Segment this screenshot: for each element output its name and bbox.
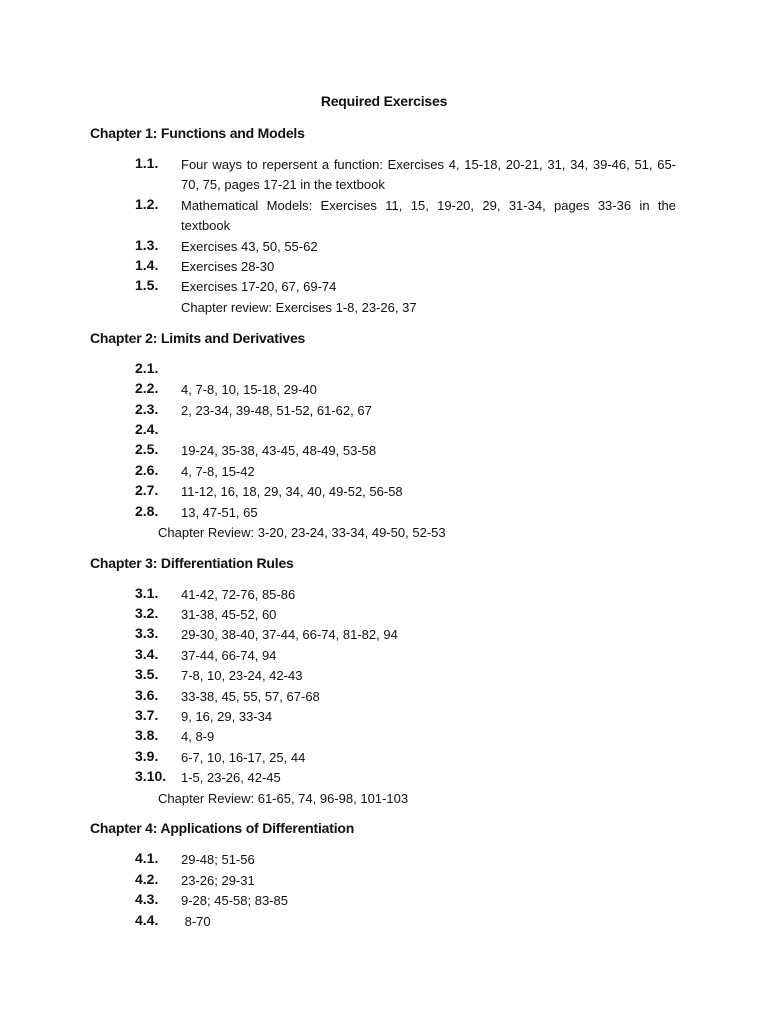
section-text: Exercises 17-20, 67, 69-74 xyxy=(181,279,337,294)
section-text: 41-42, 72-76, 85-86 xyxy=(181,587,296,602)
section-text: 11-12, 16, 18, 29, 34, 40, 49-52, 56-58 xyxy=(181,484,403,499)
section-text: 19-24, 35-38, 43-45, 48-49, 53-58 xyxy=(181,443,377,458)
section-text: 6-7, 10, 16-17, 25, 44 xyxy=(181,750,306,765)
section-number: 3.4. xyxy=(135,646,159,662)
section-text: 1-5, 23-26, 42-45 xyxy=(181,770,281,785)
section-text: 8-70 xyxy=(181,914,211,929)
section-number: 1.3. xyxy=(135,237,159,253)
section-number: 3.9. xyxy=(135,748,159,764)
chapter-1-review: Chapter review: Exercises 1-8, 23-26, 37 xyxy=(181,300,417,315)
section-text: 37-44, 66-74, 94 xyxy=(181,648,277,663)
section-number: 4.3. xyxy=(135,891,159,907)
section-number: 3.1. xyxy=(135,585,159,601)
chapter-1-heading: Chapter 1: Functions and Models xyxy=(90,125,305,141)
section-number: 2.7. xyxy=(135,482,159,498)
section-text: 33-38, 45, 55, 57, 67-68 xyxy=(181,689,320,704)
section-text: Four ways to repersent a function: Exercises 4, 15-18, 20-21, 31, 34, 39-46, 51, 65-70, 75, pages 17-21 in the textbook xyxy=(181,157,676,192)
section-number: 1.5. xyxy=(135,277,159,293)
section-text: 4, 7-8, 15-42 xyxy=(181,464,255,479)
section-number: 4.2. xyxy=(135,871,159,887)
section-text: Exercises 43, 50, 55-62 xyxy=(181,239,318,254)
chapter-2-review: Chapter Review: 3-20, 23-24, 33-34, 49-50, 52-53 xyxy=(158,525,446,540)
section-number: 1.4. xyxy=(135,257,159,273)
section-number: 2.2. xyxy=(135,380,159,396)
section-number: 1.2. xyxy=(135,196,159,212)
section-number: 3.5. xyxy=(135,666,159,682)
section-number: 4.1. xyxy=(135,850,159,866)
chapter-4-heading: Chapter 4: Applications of Differentiation xyxy=(90,820,355,836)
section-number: 3.8. xyxy=(135,727,159,743)
section-number: 3.10. xyxy=(135,768,167,784)
chapter-3-review: Chapter Review: 61-65, 74, 96-98, 101-103 xyxy=(158,791,409,806)
section-text: 4, 8-9 xyxy=(181,729,215,744)
section-text: 29-30, 38-40, 37-44, 66-74, 81-82, 94 xyxy=(181,627,398,642)
section-text: 23-26; 29-31 xyxy=(181,873,255,888)
section-text: 4, 7-8, 10, 15-18, 29-40 xyxy=(181,382,317,397)
section-text: Mathematical Models: Exercises 11, 15, 19-20, 29, 31-34, pages 33-36 in the textbook xyxy=(181,198,676,233)
section-text: 9, 16, 29, 33-34 xyxy=(181,709,273,724)
section-number: 3.7. xyxy=(135,707,159,723)
document-title: Required Exercises xyxy=(320,93,448,109)
section-number: 2.4. xyxy=(135,421,159,437)
section-number: 2.1. xyxy=(135,360,159,376)
section-text: 31-38, 45-52, 60 xyxy=(181,607,277,622)
chapter-2-heading: Chapter 2: Limits and Derivatives xyxy=(90,330,306,346)
section-text: 29-48; 51-56 xyxy=(181,852,255,867)
section-number: 4.4. xyxy=(135,912,159,928)
section-number: 2.8. xyxy=(135,503,159,519)
section-number: 2.3. xyxy=(135,401,159,417)
chapter-3-heading: Chapter 3: Differentiation Rules xyxy=(90,555,294,571)
section-number: 3.2. xyxy=(135,605,159,621)
section-text: Exercises 28-30 xyxy=(181,259,275,274)
section-number: 1.1. xyxy=(135,155,159,171)
section-number: 2.6. xyxy=(135,462,159,478)
section-text: 9-28; 45-58; 83-85 xyxy=(181,893,288,908)
section-text: 7-8, 10, 23-24, 42-43 xyxy=(181,668,303,683)
section-text: 13, 47-51, 65 xyxy=(181,505,258,520)
section-number: 2.5. xyxy=(135,441,159,457)
section-number: 3.6. xyxy=(135,687,159,703)
section-text: 2, 23-34, 39-48, 51-52, 61-62, 67 xyxy=(181,403,372,418)
section-number: 3.3. xyxy=(135,625,159,641)
